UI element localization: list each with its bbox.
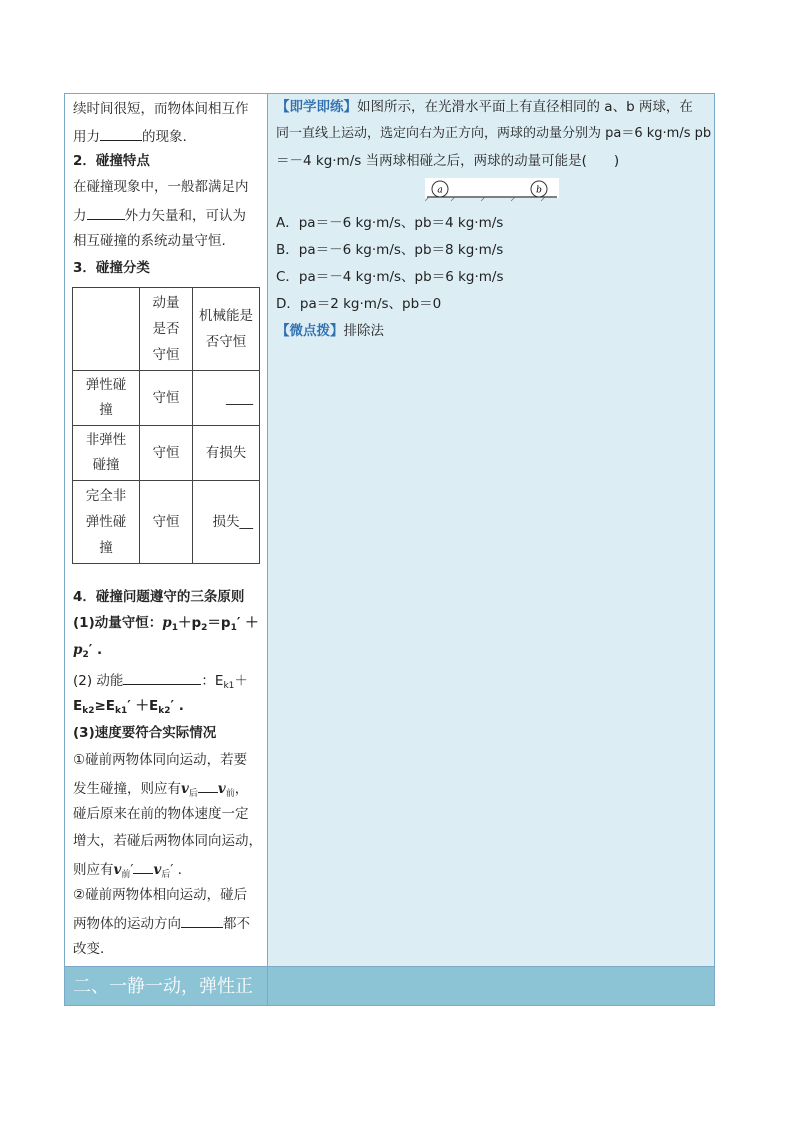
math-symbol: v [153,862,162,878]
left-column [65,94,268,966]
table-cell: ____ [193,371,260,426]
table-row-label [73,481,140,564]
fill-blank [123,670,201,685]
option-a: A．pa＝－6 kg·m/s、pb＝4 kg·m/s [276,215,504,231]
fill-blank [133,859,153,874]
row-label-text: 碰撞 [92,457,120,473]
subscript: 后 [161,870,171,880]
case-2-line-3: 改变. [73,941,105,957]
ball-b-label: b [536,185,542,196]
section-footer-bar [65,966,714,1005]
subscript: k1 [223,681,235,691]
principle-2-line-2 [73,697,184,720]
table-header-momentum [140,288,193,371]
intro-line-1: 续时间很短，而物体间相互作 [73,101,249,117]
case-1-line-1: ①碰前两物体同向运动，若要 [73,752,248,768]
header-text: 守恒 [152,347,180,363]
text-fragment: ＋p [177,615,202,631]
table-corner-cell [73,288,140,371]
subscript: k2 [82,706,95,716]
table-header-row [73,288,260,371]
text-fragment: ′ [130,862,134,878]
header-text: 是否 [152,321,180,337]
question-line-3: ＝－4 kg·m/s 当两球相碰之后，两球的动量可能是( ) [276,153,620,169]
subscript: k1 [115,706,128,716]
option-b: B．pa＝－6 kg·m/s、pb＝8 kg·m/s [276,242,504,258]
math-symbol: p [162,615,172,631]
header-text: 否守恒 [205,334,247,350]
case-1-line-2 [73,778,248,803]
hint-line [276,322,384,340]
text-fragment: 外力矢量和，可认为 [124,208,246,224]
content-table [64,93,715,1006]
text-fragment: ′ ＋ [236,615,259,631]
fill-blank [198,778,218,793]
case-2-line-1: ②碰前两物体相向运动，碰后 [73,887,248,903]
text-fragment: 的现象. [142,129,187,145]
table-row [73,371,260,426]
ball-a-label: a [437,185,443,196]
math-symbol: v [181,781,189,797]
option-c: C．pa＝－4 kg·m/s、pb＝6 kg·m/s [276,269,504,285]
row-label-text: 撞 [99,540,113,556]
text-fragment: ′ . [170,862,182,878]
principle-3-title: (3)速度要符合实际情况 [73,725,217,741]
text-fragment: ：E [201,673,224,689]
right-column [268,94,714,966]
principle-1-line-2 [73,641,102,664]
section-heading: 二、一静一动，弹性正 [65,967,268,1005]
hint-text: 排除法 [343,323,384,339]
table-cell: 守恒 [140,371,193,426]
intro-line-2 [73,126,187,146]
text-fragment: 则应有 [73,862,114,878]
table-header-energy [193,288,260,371]
subscript: 2 [201,623,208,633]
section-2-title: 2．碰撞特点 [73,153,150,169]
subscript: 2 [82,650,89,660]
hint-tag: 【微点拨】 [276,323,344,339]
two-balls-diagram [425,178,559,202]
row-label-text: 弹性碰 [85,377,127,393]
question-line-1 [276,98,693,116]
case-2-line-2 [73,913,250,933]
table-cell: 有损失 [193,426,260,481]
text-fragment: 力 [73,208,87,224]
header-text: 动量 [152,295,180,311]
math-symbol: v [113,862,122,878]
math-symbol: v [217,781,226,797]
text-fragment: ， [234,781,249,797]
math-symbol: p [73,642,83,658]
fill-blank [87,205,125,220]
text-fragment: ≥E [94,698,116,714]
row-label-text: 非弹性 [85,432,127,448]
text-fragment: 都不 [223,916,250,932]
text-fragment: (2) 动能 [73,673,124,689]
text-fragment: ＋ [234,673,248,689]
case-1-line-4: 增大，若碰后两物体同向运动， [73,833,262,849]
row-label-text: 完全非 [85,488,127,504]
text-fragment: ′ . [170,698,184,714]
table-row-label [73,426,140,481]
case-1-line-3: 碰后原来在前的物体速度一定 [73,806,249,822]
practice-tag: 【即学即练】 [276,99,357,115]
table-cell: 守恒 [140,481,193,564]
table-cell: 守恒 [140,426,193,481]
row-label-text: 弹性碰 [85,514,127,530]
table-row [73,481,260,564]
case-1-line-5 [73,859,182,884]
header-text: 机械能是 [199,308,253,324]
question-text: 如图所示，在光滑水平面上有直径相同的 a、b 两球，在 [357,99,693,115]
fill-blank [181,913,223,928]
table-row [73,426,260,481]
principle-2-line-1 [73,670,248,695]
table-row-label [73,371,140,426]
option-d: D．pa＝2 kg·m/s、pb＝0 [276,296,442,312]
principle-1-line-1 [73,614,259,637]
fill-blank [100,126,142,141]
question-line-2: 同一直线上运动，选定向右为正方向，两球的动量分别为 pa＝6 kg·m/s pb [276,126,712,141]
section-2-line-2 [73,205,246,225]
collision-classification-table [72,287,260,564]
row-label-text: 撞 [99,402,113,418]
text-fragment: ′ . [88,642,103,658]
subscript: 1 [230,623,237,633]
section-2-line-3: 相互碰撞的系统动量守恒. [73,233,226,249]
text-fragment: (1)动量守恒： [73,615,163,631]
text-fragment: 两物体的运动方向 [73,916,181,932]
section-2-line-1: 在碰撞现象中，一般都满足内 [73,179,249,195]
subscript: 后 [188,789,198,799]
subscript: k2 [158,706,171,716]
subscript: 前 [121,870,131,880]
table-cell: 损失__ [193,481,260,564]
text-fragment: ＝p [207,615,231,631]
subscript: 前 [225,789,235,799]
text-fragment: 用力 [73,129,100,145]
text-fragment: 发生碰撞，则应有 [73,781,181,797]
text-fragment: E [73,698,83,714]
subscript: 1 [171,623,178,633]
section-4-title: 4．碰撞问题遵守的三条原则 [73,589,245,605]
section-3-title: 3．碰撞分类 [73,260,150,276]
text-fragment: ′ ＋E [127,698,159,714]
